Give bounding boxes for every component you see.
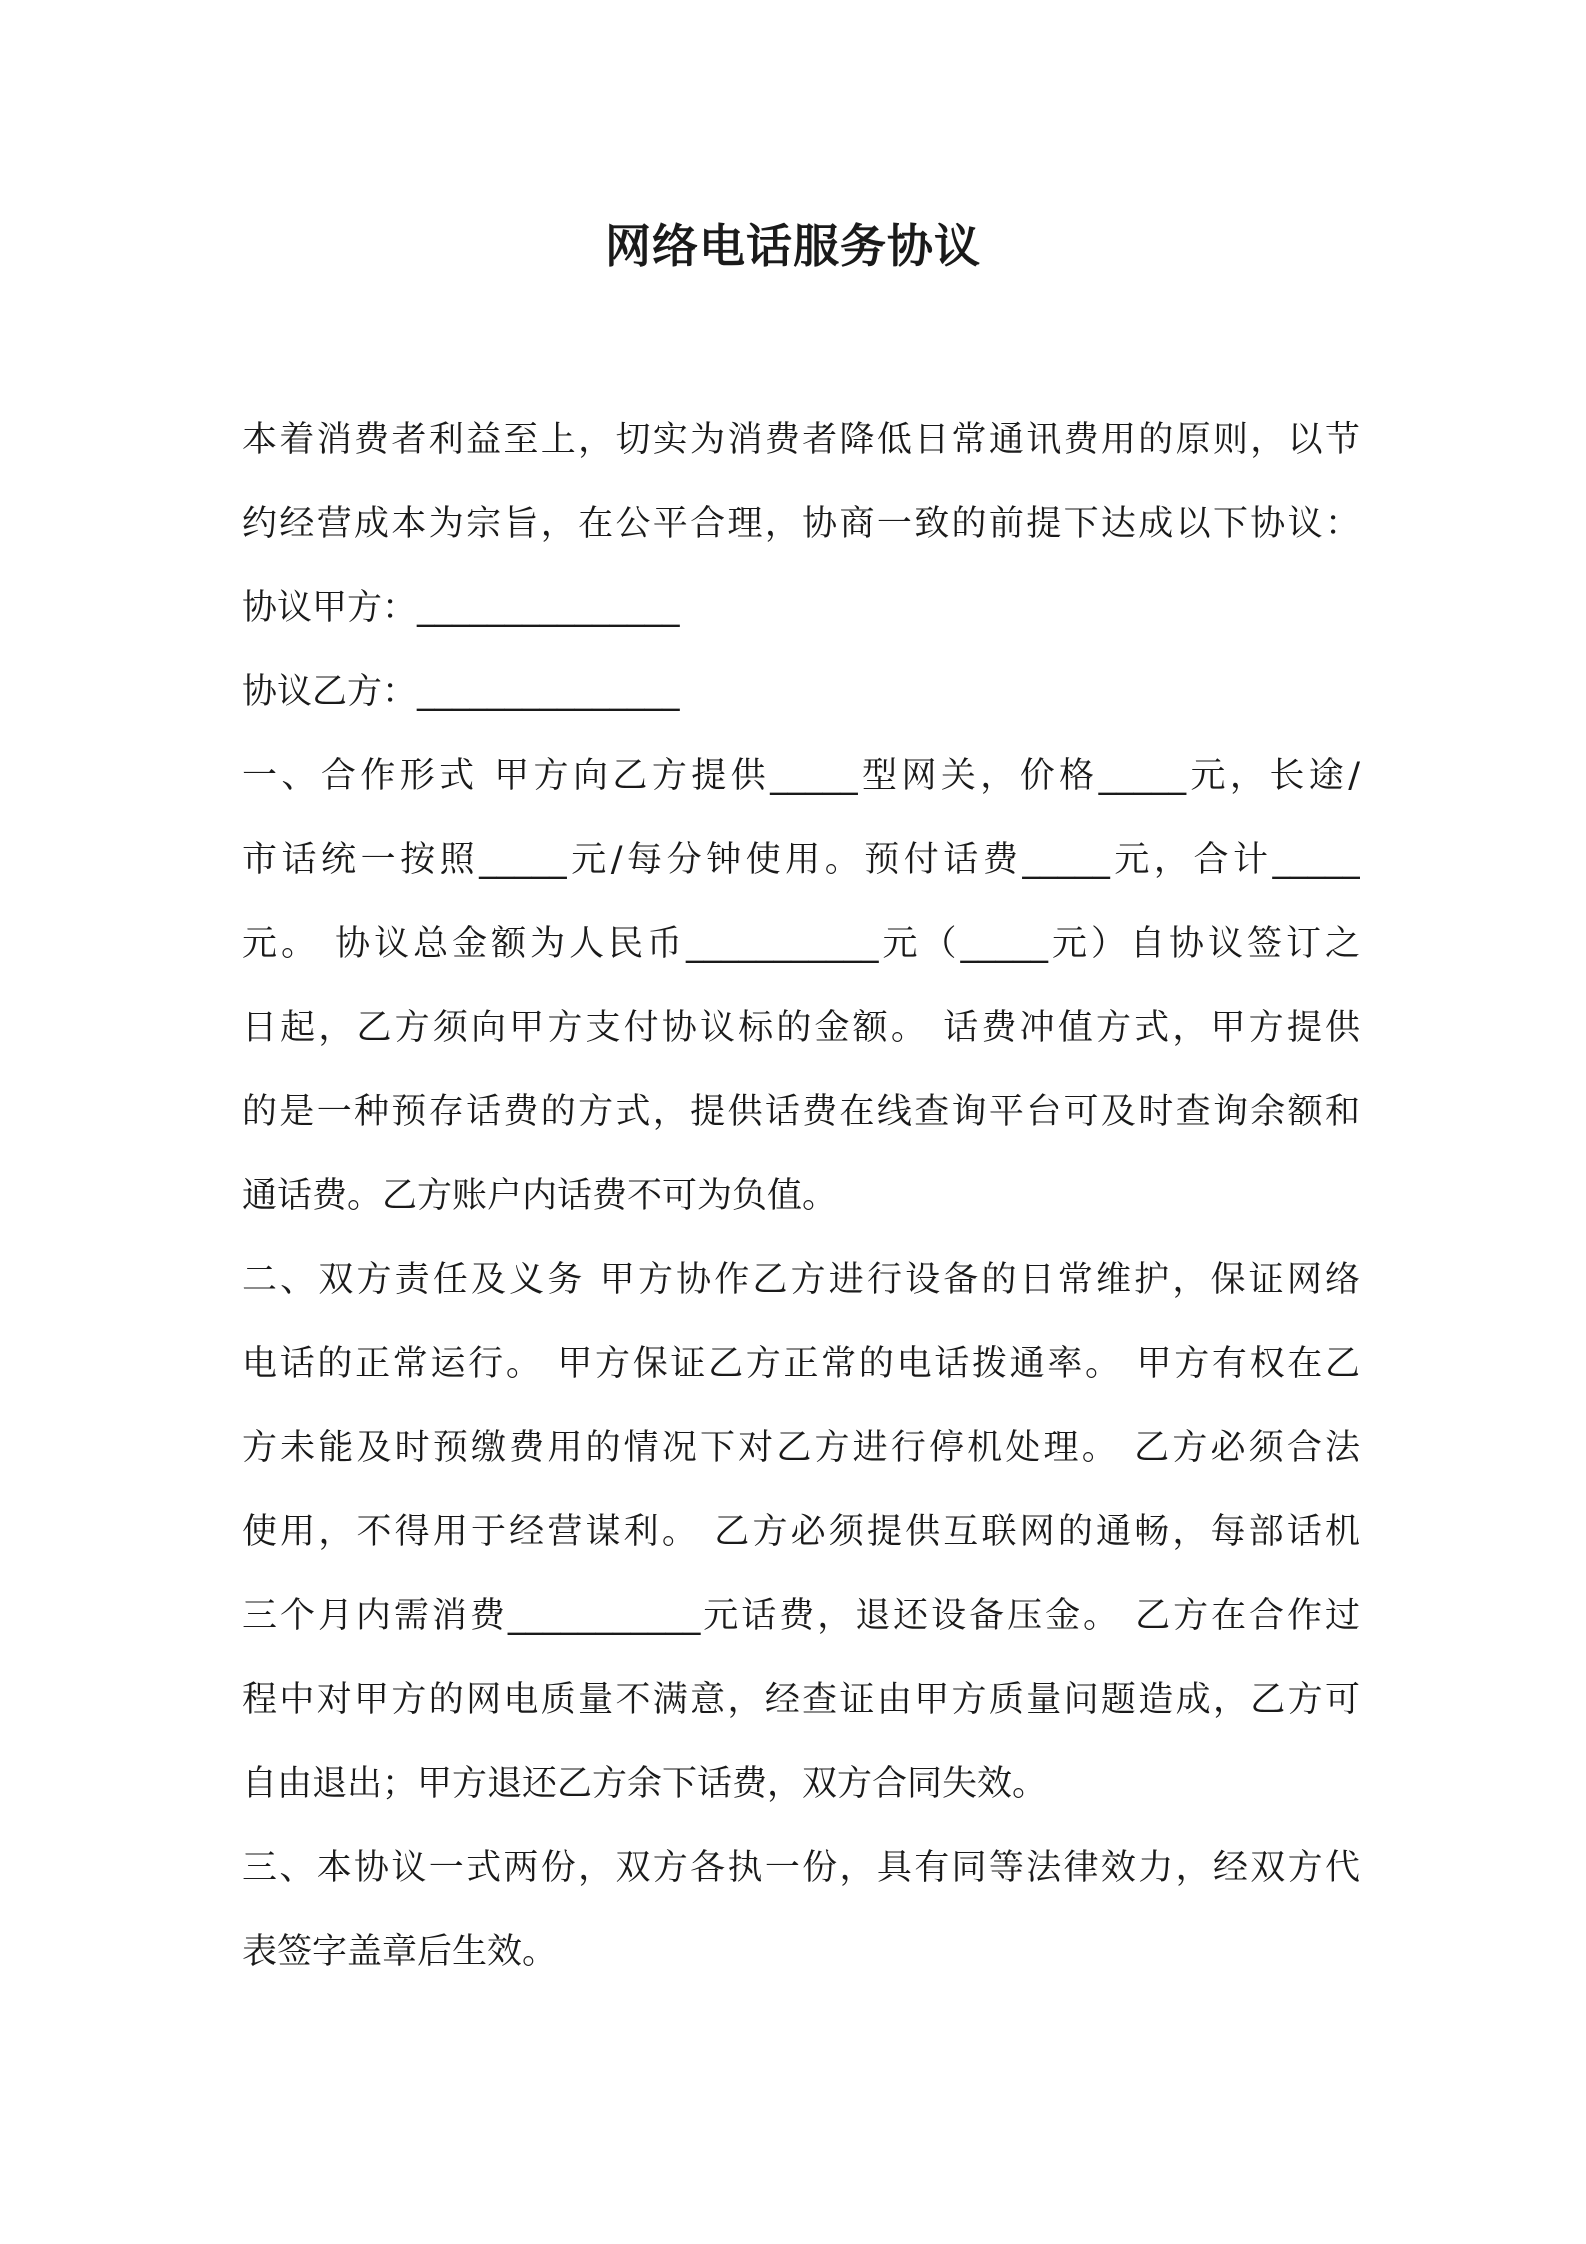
party-b-line: 协议乙方：_______________ [242,672,680,712]
document-body [242,398,1360,1994]
body-line: 日起，乙方须向甲方支付协议标的金额。 话费冲值方式，甲方提供 [242,1008,1360,1048]
body-line: 电话的正常运行。 甲方保证乙方正常的电话拨通率。 甲方有权在乙 [242,1344,1360,1384]
body-line: 通话费。乙方账户内话费不可为负值。 [242,1176,838,1216]
body-line: 程中对甲方的网电质量不满意，经查证由甲方质量问题造成，乙方可 [242,1680,1360,1720]
body-line: 表签字盖章后生效。 [242,1932,558,1972]
body-line: 本着消费者利益至上，切实为消费者降低日常通讯费用的原则，以节 [242,420,1360,460]
body-line: 方未能及时预缴费用的情况下对乙方进行停机处理。 乙方必须合法 [242,1428,1360,1468]
section-1-line: 一、合作形式 甲方向乙方提供_____型网关，价格_____元，长途/ [242,756,1360,796]
body-line: 市话统一按照_____元/每分钟使用。预付话费_____元，合计_____ [242,840,1360,880]
body-line: 自由退出；甲方退还乙方余下话费，双方合同失效。 [242,1764,1048,1804]
section-2-line: 二、双方责任及义务 甲方协作乙方进行设备的日常维护，保证网络 [242,1260,1360,1300]
body-line: 的是一种预存话费的方式，提供话费在线查询平台可及时查询余额和 [242,1092,1360,1132]
body-line: 三个月内需消费___________元话费，退还设备压金。 乙方在合作过 [242,1596,1360,1636]
body-line: 使用，不得用于经营谋利。 乙方必须提供互联网的通畅，每部话机 [242,1512,1360,1552]
party-a-line: 协议甲方：_______________ [242,588,680,628]
body-line: 元。 协议总金额为人民币___________元（_____元）自协议签订之 [242,924,1360,964]
section-3-line: 三、本协议一式两份，双方各执一份，具有同等法律效力，经双方代 [242,1848,1360,1888]
document-title: 网络电话服务协议 [605,219,981,273]
body-line: 约经营成本为宗旨，在公平合理，协商一致的前提下达成以下协议： [242,504,1360,544]
